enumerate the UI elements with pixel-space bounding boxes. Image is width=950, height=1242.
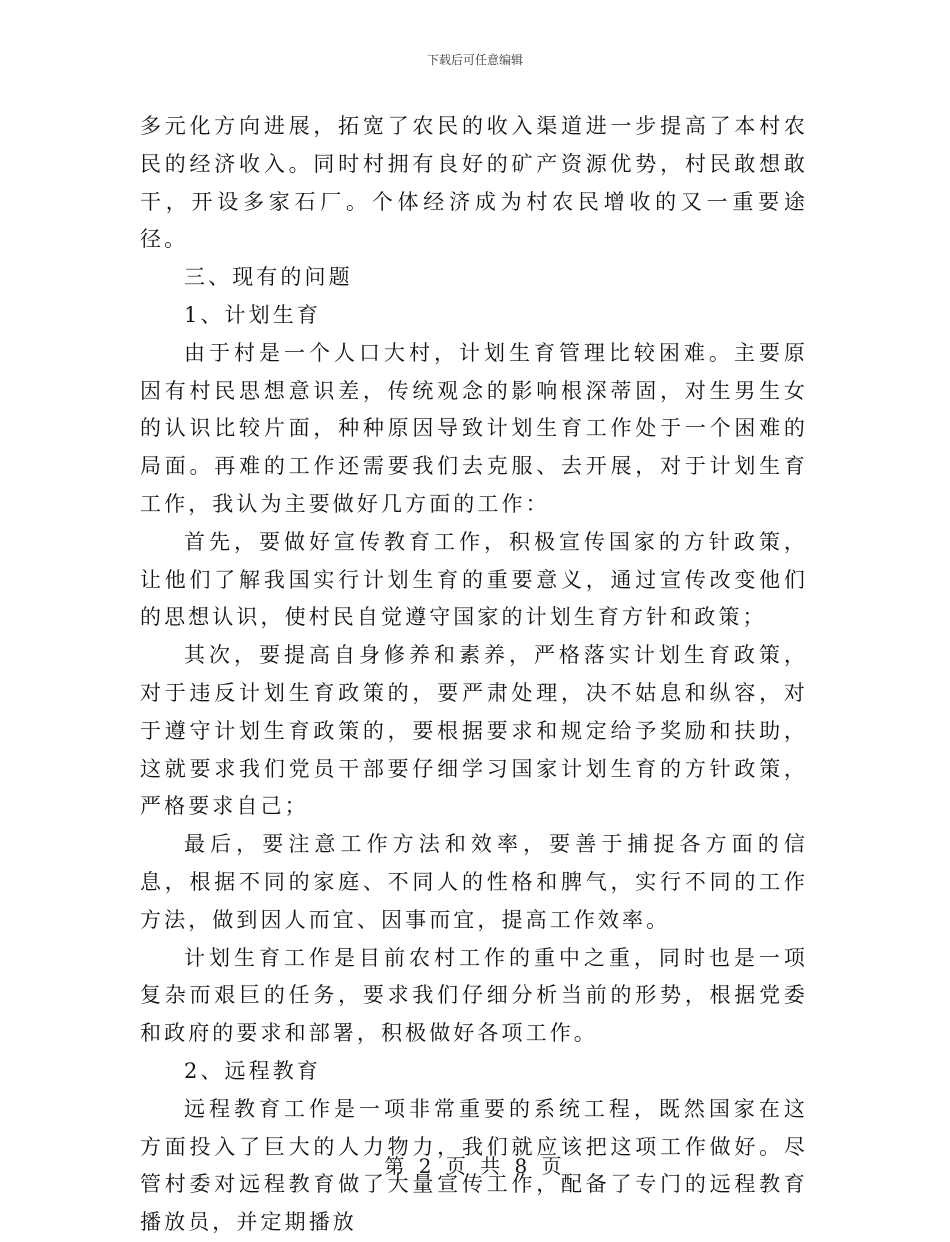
subheading-remote-education: 2、远程教育 [184,1058,321,1083]
paragraph-first: 首先，要做好宣传教育工作，积极宣传国家的方针政策，让他们了解我国实行计划生育的重要意义，通过宣传改变他们的思想认识，使村民自觉遵守国家的计划生育方针和政策； [140,529,808,630]
paragraph-last: 最后，要注意工作方法和效率，要善于捕捉各方面的信息，根据不同的家庭、不同人的性格和脾气，实行不同的工作方法，做到因人而宜、因事而宜，提高工作效率。 [140,832,808,932]
document-body [140,108,808,1242]
paragraph-second: 其次，要提高自身修养和素养，严格落实计划生育政策，对于违反计划生育政策的，要严肃处理，决不姑息和纵容，对于遵守计划生育政策的，要根据要求和规定给予奖励和扶助，这就要求我们党员干部要仔细学习国家计划生育的方针政策，严格要求自己； [140,643,808,819]
subheading-family-planning: 1、计划生育 [184,302,321,327]
paragraph-continued: 多元化方向进展，拓宽了农民的收入渠道进一步提高了本村农民的经济收入。同时村拥有良好的矿产资源优势，村民敢想敢干，开设多家石厂。个体经济成为村农民增收的又一重要途径。 [140,114,808,252]
paragraph-summary: 计划生育工作是目前农村工作的重中之重，同时也是一项复杂而艰巨的任务，要求我们仔细分析当前的形势，根据党委和政府的要求和部署，积极做好各项工作。 [140,945,808,1046]
paragraph-family-planning-intro: 由于村是一个人口大村，计划生育管理比较困难。主要原因有村民思想意识差，传统观念的影响根深蒂固，对生男生女的认识比较片面，种种原因导致计划生育工作处于一个困难的局面。再难的工作还需要我们去克服、去开展，对于计划生育工作，我认为主要做好几方面的工作： [140,340,808,516]
page-number: 第 2 页 共 8 页 [384,1154,566,1178]
paragraph-remote-education: 远程教育工作是一项非常重要的系统工程，既然国家在这方面投入了巨大的人力物力，我们就应该把这项工作做好。尽管村委对远程教育做了大量宣传工作，配备了专门的远程教育播放员，并定期播放 [140,1096,808,1235]
page-header: 下载后可任意编辑 [426,53,523,67]
section-heading-problems: 三、现有的问题 [184,265,353,290]
